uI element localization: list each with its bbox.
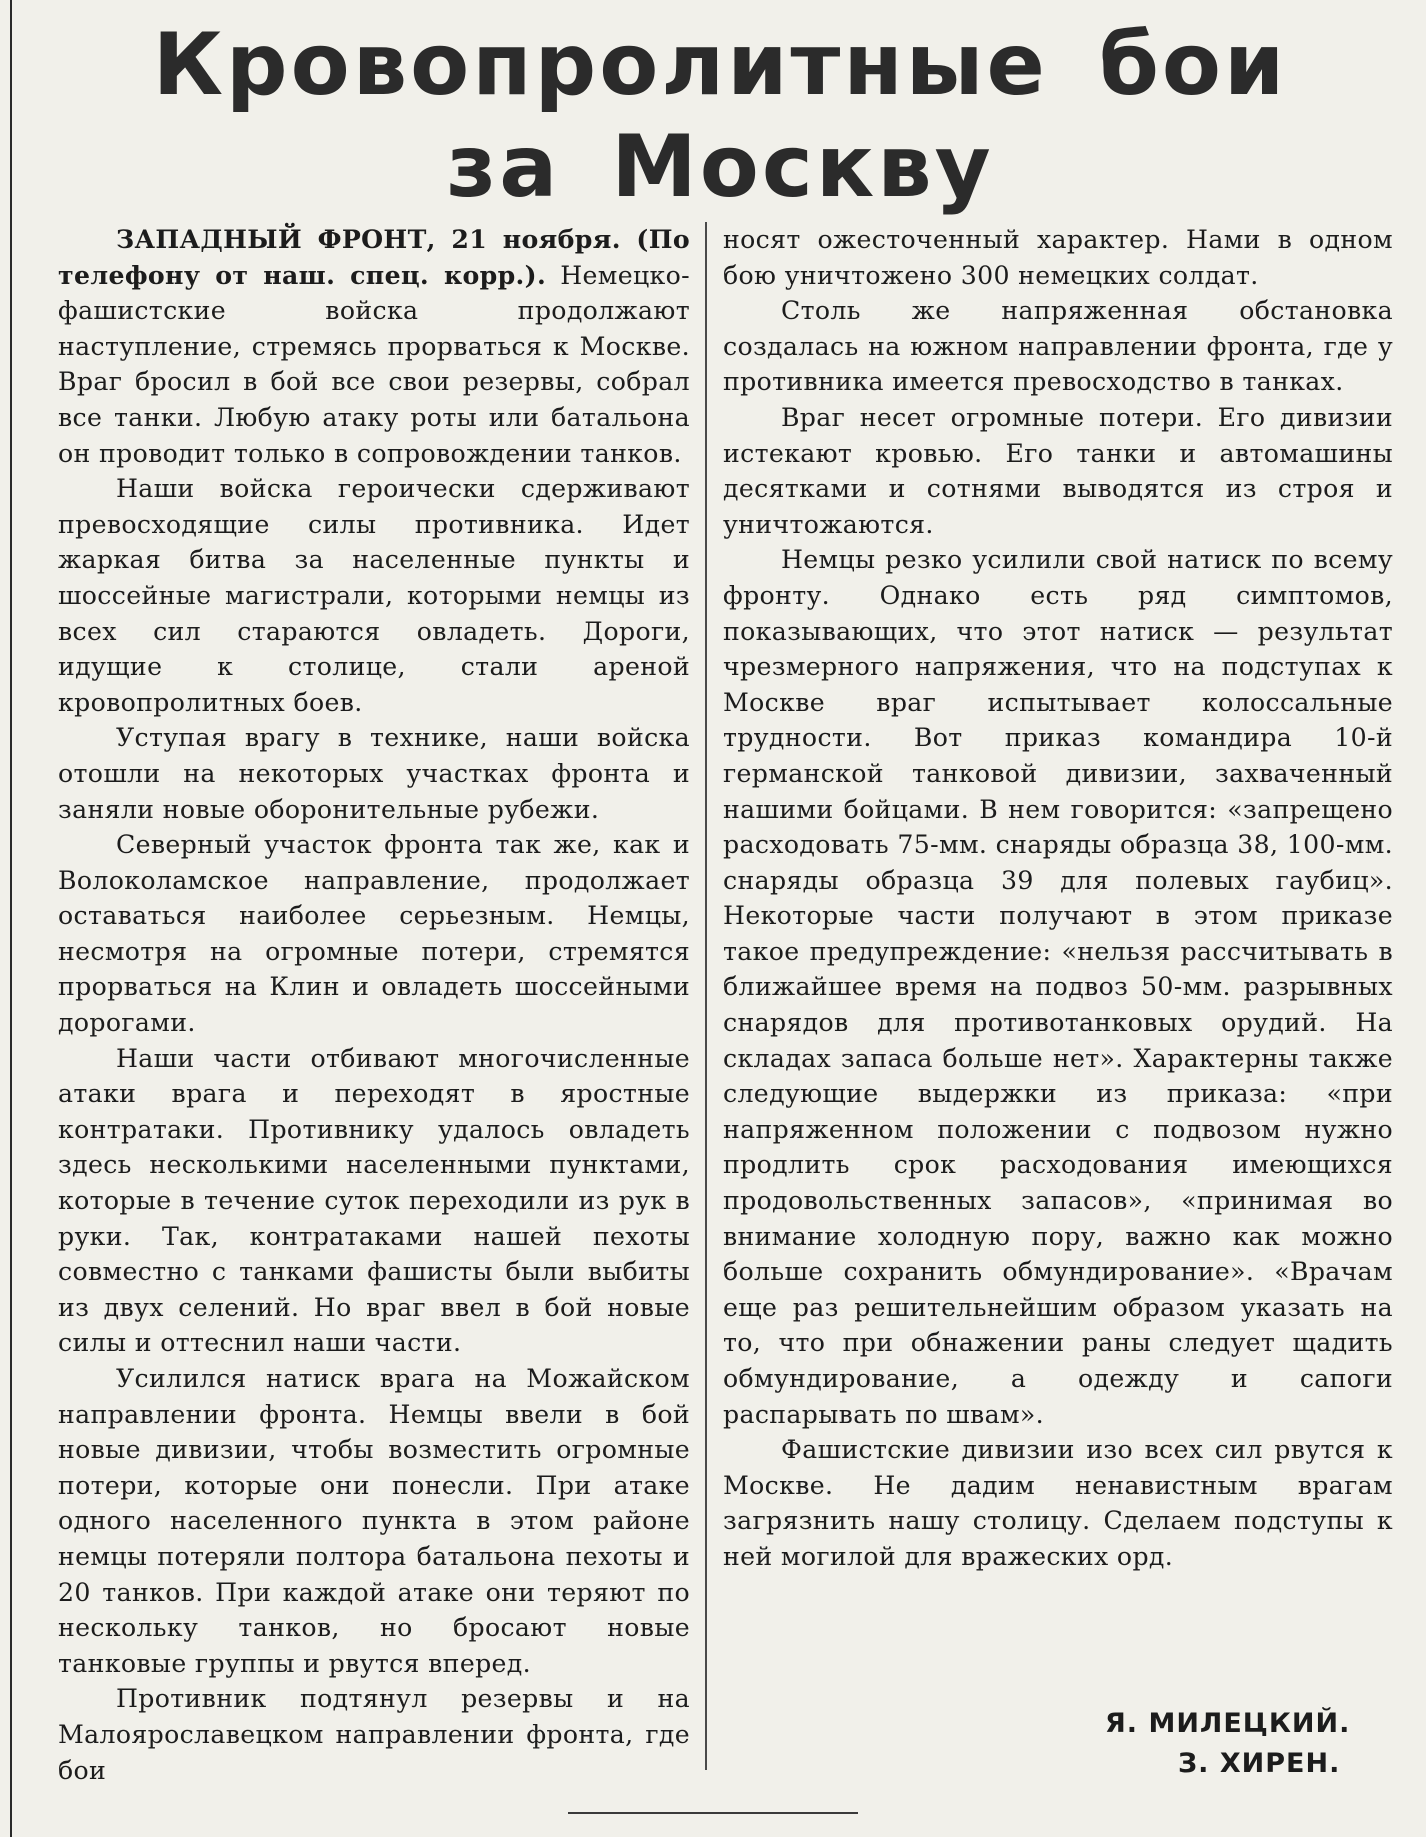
article-column-right — [723, 222, 1393, 1575]
paragraph-1-text: Немецко-фашистские войска продолжают наступление, стремясь прорваться к Москве. Враг бросил в бой все свои резервы, собрал все танки. Любую атаку роты или батальона он проводит только в сопровождении танков. — [58, 260, 690, 468]
author-signatures — [1050, 1704, 1350, 1784]
left-margin-rule — [10, 0, 12, 1837]
article-column-left — [58, 222, 690, 1788]
paragraph-6: Усилился натиск врага на Можайском направлении фронта. Немцы ввели в бой новые дивизии, чтобы возместить огромные потери, которые они понесли. При атаке одного населенного пункта в этом районе немцы потеряли полтора батальона пехоты и 20 танков. При каждой атаке они теряют по нескольку танков, но бросают новые танковые группы и рвутся вперед. — [58, 1364, 690, 1678]
paragraph-1 — [58, 222, 690, 471]
paragraph-10: Немцы резко усилили свой натиск по всему фронту. Однако есть ряд симптомов, показывающих, что этот натиск — результат чрезмерного напряжения, что на подступах к Москве враг испытывает колоссальные трудности. Вот приказ командира 10-й германской танковой дивизии, захваченный нашими бойцами. В нем говорится: «запрещено расходовать 75-мм. снаряды образца 38, 100-мм. снаряды образца 39 для полевых гаубиц». Некоторые части получают в этом приказе такое предупреждение: «нельзя рассчитывать в ближайшее время на подвоз 50-мм. разрывных снарядов для противотанковых орудий. На складах запаса больше нет». Характерны также следующие выдержки из приказа: «при напряженном положении с подвозом нужно продлить срок расходования имеющихся продовольственных запасов», «принимая во внимание холодную пору, важно как можно больше сохранить обмундирование». «Врачам еще раз решительнейшим образом указать на то, что при обнажении раны следует щадить обмундирование, а одежду и сапоги распарывать по швам». — [723, 545, 1393, 1429]
author-signature-1: Я. МИЛЕЦКИЙ. — [1105, 1708, 1351, 1739]
paragraph-3: Уступая врагу в технике, наши войска отошли на некоторых участках фронта и заняли новые оборонительные рубежи. — [58, 723, 690, 824]
paragraph-7: Противник подтянул резервы и на Малоярославецком направлении фронта, где бои — [58, 1684, 690, 1785]
paragraph-7-continued: носят ожесточенный характер. Нами в одном бою уничтожено 300 немецких солдат. — [723, 225, 1393, 290]
headline — [40, 14, 1400, 218]
column-divider — [705, 222, 707, 1770]
bottom-rule — [568, 1812, 858, 1814]
headline-line-2: за Москву — [446, 117, 994, 217]
dateline: ЗАПАДНЫЙ ФРОНТ, 21 ноября. (По телефону от наш. спец. корр.). — [58, 224, 690, 290]
paragraph-4: Северный участок фронта так же, как и Волоколамское направление, продолжает оставаться наиболее серьезным. Немцы, несмотря на огромные потери, стремятся прорваться на Клин и овладеть шоссейными дорогами. — [58, 830, 690, 1038]
paragraph-8: Столь же напряженная обстановка создалась на южном направлении фронта, где у противника имеется превосходство в танках. — [723, 296, 1393, 397]
paragraph-2: Наши войска героически сдерживают превосходящие силы противника. Идет жаркая битва за населенные пункты и шоссейные магистрали, которыми немцы из всех сил стараются овладеть. Дороги, идущие к столице, стали ареной кровопролитных боев. — [58, 474, 690, 717]
paragraph-9: Враг несет огромные потери. Его дивизии истекают кровью. Его танки и автомашины десятками и сотнями выводятся из строя и уничтожаются. — [723, 402, 1393, 539]
paragraph-11: Фашистские дивизии изо всех сил рвутся к Москве. Не дадим ненавистным врагам загрязнить нашу столицу. Сделаем подступы к ней могилой для вражеских орд. — [723, 1435, 1393, 1571]
author-signature-2: З. ХИРЕН. — [1178, 1748, 1341, 1779]
paragraph-5: Наши части отбивают многочисленные атаки врага и переходят в яростные контратаки. Противнику удалось овладеть здесь несколькими населенными пунктами, которые в течение суток переходили из рук в руки. Так, контратаками нашей пехоты совместно с танками фашисты были выбиты из двух селений. Но враг ввел в бой новые силы и оттеснил наши части. — [58, 1043, 690, 1358]
headline-line-1: Кровопролитные бои — [152, 15, 1288, 115]
